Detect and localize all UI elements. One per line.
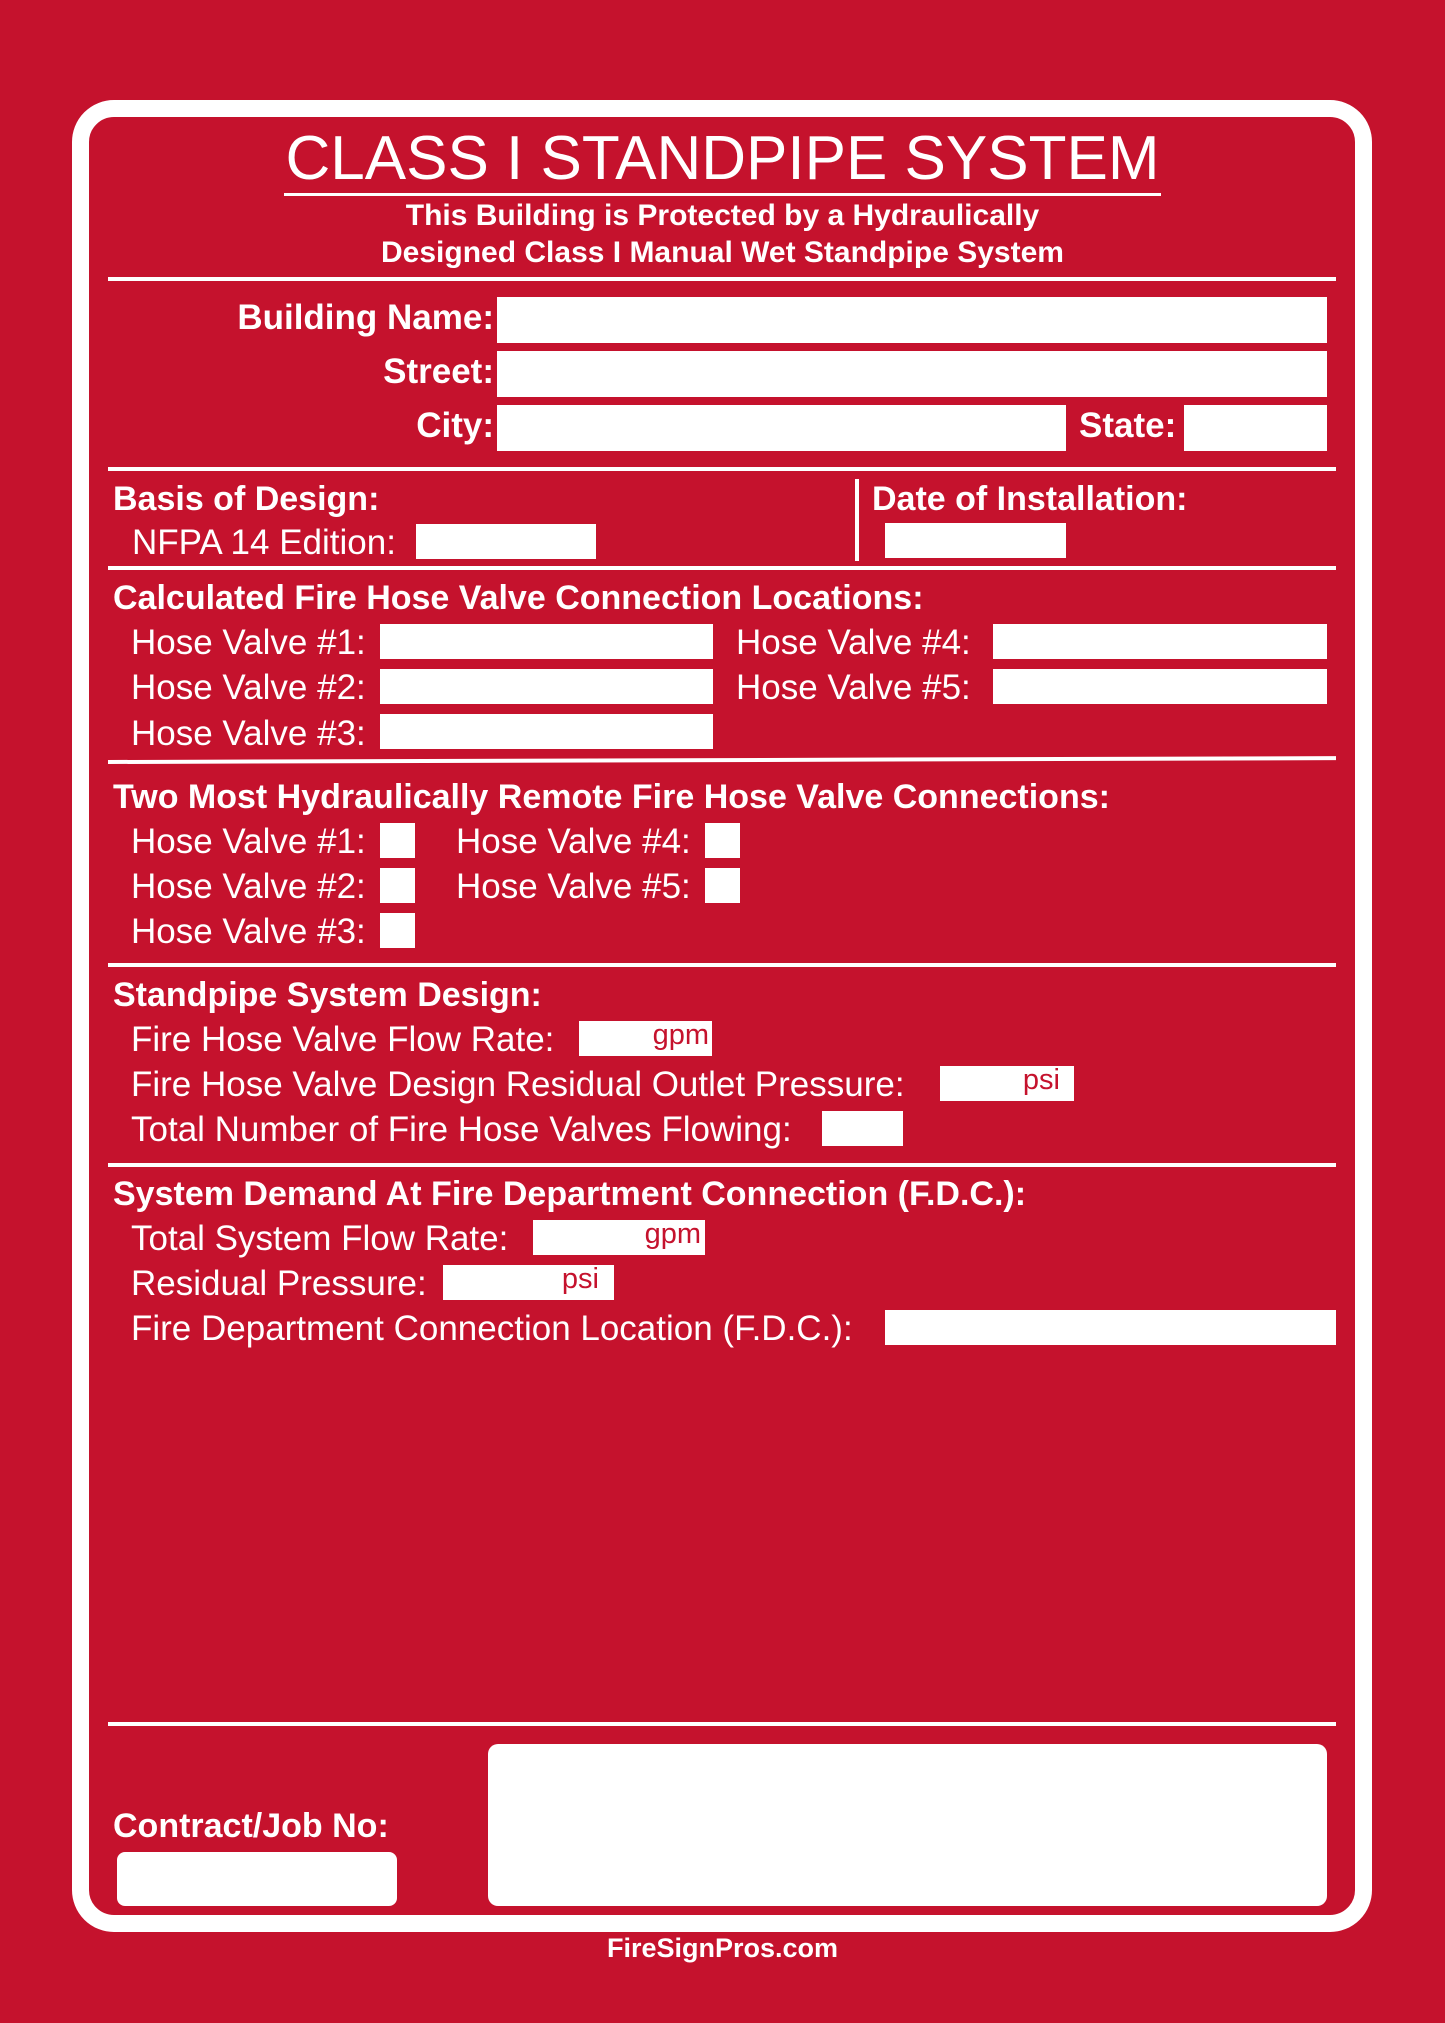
remote-valve-2-checkbox[interactable] xyxy=(380,868,415,903)
flow-rate-label: Fire Hose Valve Flow Rate: xyxy=(131,1020,555,1059)
remote-valve-5-label: Hose Valve #5: xyxy=(456,867,691,906)
city-field[interactable] xyxy=(497,405,1066,451)
installation-date-field[interactable] xyxy=(885,523,1066,558)
state-label: State: xyxy=(1079,406,1177,445)
subtitle-line-1: This Building is Protected by a Hydraulically xyxy=(405,199,1040,232)
calculated-valve-1-label: Hose Valve #1: xyxy=(131,623,366,662)
contract-job-field[interactable] xyxy=(117,1852,397,1906)
calculated-valve-5-field[interactable] xyxy=(993,669,1327,704)
calculated-valve-3-field[interactable] xyxy=(380,714,713,749)
total-flow-rate-label: Total System Flow Rate: xyxy=(131,1219,509,1258)
residual-outlet-pressure-label: Fire Hose Valve Design Residual Outlet Pressure: xyxy=(131,1065,905,1104)
residual-pressure-label: Residual Pressure: xyxy=(131,1264,427,1303)
remote-valve-1-label: Hose Valve #1: xyxy=(131,822,366,861)
divider xyxy=(108,566,1336,570)
basis-of-design-heading: Basis of Design: xyxy=(113,480,380,518)
valves-flowing-label: Total Number of Fire Hose Valves Flowing: xyxy=(131,1110,792,1149)
calculated-valve-4-label: Hose Valve #4: xyxy=(736,623,971,662)
divider xyxy=(108,1163,1336,1167)
total-flow-rate-unit: gpm xyxy=(644,1218,701,1250)
divider xyxy=(108,467,1336,471)
calculated-locations-heading: Calculated Fire Hose Valve Connection Locations: xyxy=(113,579,924,617)
divider xyxy=(108,963,1336,967)
remote-valve-5-checkbox[interactable] xyxy=(705,868,740,903)
date-of-installation-heading: Date of Installation: xyxy=(872,480,1188,518)
contract-job-label: Contract/Job No: xyxy=(113,1807,389,1845)
remote-valve-3-label: Hose Valve #3: xyxy=(131,912,366,951)
subtitle-line-2: Designed Class I Manual Wet Standpipe System xyxy=(381,236,1064,269)
fdc-location-label: Fire Department Connection Location (F.D.C.): xyxy=(131,1309,853,1348)
nfpa-edition-field[interactable] xyxy=(416,524,596,559)
divider xyxy=(108,277,1336,281)
street-label: Street: xyxy=(383,352,494,391)
calculated-valve-4-field[interactable] xyxy=(993,624,1327,659)
website-footer[interactable]: FireSignPros.com xyxy=(606,1933,839,1963)
calculated-valve-2-label: Hose Valve #2: xyxy=(131,668,366,707)
system-design-heading: Standpipe System Design: xyxy=(113,976,542,1014)
state-field[interactable] xyxy=(1184,405,1327,451)
fdc-location-field[interactable] xyxy=(885,1310,1336,1345)
calculated-valve-1-field[interactable] xyxy=(380,624,713,659)
notes-panel[interactable] xyxy=(488,1744,1327,1906)
fdc-demand-heading: System Demand At Fire Department Connection (F.D.C.): xyxy=(113,1175,1027,1213)
valves-flowing-field[interactable] xyxy=(822,1111,903,1146)
residual-outlet-pressure-unit: psi xyxy=(1022,1064,1060,1096)
remote-valve-4-checkbox[interactable] xyxy=(705,823,740,858)
building-name-label: Building Name: xyxy=(237,298,494,337)
remote-valve-1-checkbox[interactable] xyxy=(380,823,415,858)
street-field[interactable] xyxy=(497,351,1327,397)
remote-connections-heading: Two Most Hydraulically Remote Fire Hose Valve Connections: xyxy=(113,778,1110,816)
remote-valve-3-checkbox[interactable] xyxy=(380,913,415,948)
divider xyxy=(108,1722,1336,1726)
flow-rate-unit: gpm xyxy=(652,1019,709,1051)
vertical-divider xyxy=(855,479,859,561)
calculated-valve-3-label: Hose Valve #3: xyxy=(131,714,366,753)
sign-title: CLASS I STANDPIPE SYSTEM xyxy=(0,124,1445,194)
residual-pressure-unit: psi xyxy=(561,1263,599,1295)
nfpa-edition-label: NFPA 14 Edition: xyxy=(132,523,396,562)
remote-valve-2-label: Hose Valve #2: xyxy=(131,867,366,906)
calculated-valve-2-field[interactable] xyxy=(380,669,713,704)
calculated-valve-5-label: Hose Valve #5: xyxy=(736,668,971,707)
remote-valve-4-label: Hose Valve #4: xyxy=(456,822,691,861)
city-label: City: xyxy=(416,406,494,445)
building-name-field[interactable] xyxy=(497,297,1327,343)
